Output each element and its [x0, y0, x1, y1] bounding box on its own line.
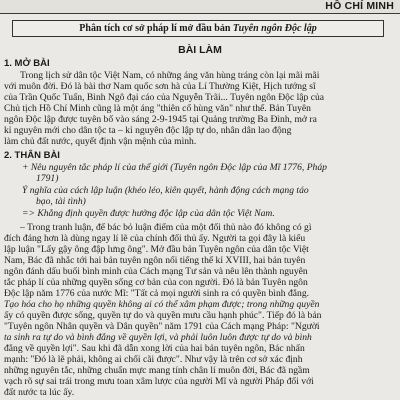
body-line: Tạo hóa cho họ những quyền không ai có thể xâm phạm được; trong những quyền — [4, 299, 320, 310]
mo-bai-line: ngôn Độc lập được tuyên bố vào sáng 2-9-1945 tại Quảng trường Ba Đình, mở ra — [4, 114, 317, 125]
body-line: vạch rõ sự sai trái trong mưu toan xâm lược của người Mĩ và người Pháp đối với — [4, 376, 314, 387]
body-line: đẳng về quyền lợi". Sau khi đã dẫn xong lời của hai bản tuyên ngôn, Bác nhấn — [4, 343, 305, 354]
mo-bai-line: Chủ tịch Hồ Chí Minh cũng là một áng "thiên cổ hùng văn" như thế. Bản Tuyên — [4, 103, 311, 114]
body-line: Độc lập năm 1776 của nước Mĩ: "Tất cả mọi người sinh ra có quyền bình đẳng. — [4, 288, 310, 299]
body-line: – Trong tranh luận, để bác bỏ luận điểm của một đối thủ nào đó không có gì — [20, 222, 312, 233]
body-line: Nam, Bác đã nhắc tới hai bản tuyên ngôn nổi tiếng thế kỉ XVIII, hai bản tuyên — [4, 255, 306, 266]
body-line: đích đáng hơn là dùng ngay lí lẽ của chính đối thủ ấy. Người ta gọi đây là kiểu — [4, 233, 306, 244]
body-line: tắc pháp lí của những quyền sống cơ bản của con người. Đó là bản Tuyên ngôn — [4, 277, 308, 288]
body-line: mạnh: "Đó là lẽ phải, không ai chối cãi được". Như vậy là trên cơ sở xác định — [4, 354, 303, 365]
body-line: những nguyên tắc, những chuẩn mực mang tính chân lí muôn đời, Bác đã ngầm — [4, 365, 310, 376]
body-line: ấy có quyền được sống, quyền tự do và quyền mưu cầu hạnh phúc". Tiếp đó là bản — [4, 310, 322, 321]
outline-line: bạo, tài tình) — [36, 196, 86, 207]
outline-line: + Nêu nguyên tắc pháp lí của thế giới (Tuyên ngôn Độc lập của Mĩ 1776, Pháp — [22, 162, 327, 173]
mo-bai-line: của Trần Quốc Tuấn, Bình Ngô đại cáo của Nguyễn Trãi... Tuyên ngôn Độc lập của — [4, 92, 325, 103]
body-line: "Tuyên ngôn Nhân quyền và Dân quyền" năm 1791 của Cách mạng Pháp: "Người — [4, 321, 320, 332]
running-head: HỒ CHÍ MINH — [325, 0, 394, 12]
mo-bai-line: Trong lịch sử dân tộc Việt Nam, có những áng văn hùng tráng còn lại mãi mãi — [20, 70, 320, 81]
body-line: ngôn đánh dấu buổi bình minh của Cách mạng Tư sản và nêu lên thành nguyên — [4, 266, 308, 277]
mo-bai-heading: 1. MỞ BÀI — [4, 58, 50, 69]
mo-bai-line: kỉ nguyên mới cho dân tộc ta – kỉ nguyên độc lập tự do, nhân dân lao động — [4, 125, 292, 136]
essay-title-box — [12, 20, 384, 37]
body-line: lập luận "Lấy gậy ông đập lưng ông". Mở đầu bản Tuyên ngôn của dân tộc Việt — [4, 244, 309, 255]
than-bai-heading: 2. THÂN BÀI — [4, 150, 60, 161]
mo-bai-line: với muôn đời. Đó là bài thơ Nam quốc sơn hà của Lí Thường Kiệt, Hịch tướng sĩ — [4, 81, 316, 92]
essay-title-prefix: Phân tích cơ sở pháp lí mở đầu bản — [79, 23, 233, 34]
essay-title-work: Tuyên ngôn Độc lập — [232, 23, 317, 34]
mo-bai-line: làm chủ đất nước, quyết định vận mệnh của mình. — [4, 136, 197, 147]
body-line: ta sinh ra tự do và bình đẳng về quyền lợi, và phải luôn luôn được tự do và bình — [4, 332, 312, 343]
outline-line: Ý nghĩa của cách lập luận (khéo léo, kiên quyết, hành động cách mạng táo — [22, 185, 309, 196]
body-line: đất nước ta lúc ấy. — [4, 387, 75, 398]
running-header-band — [0, 0, 400, 14]
section-title: BÀI LÀM — [178, 44, 222, 56]
outline-conclusion: => Khẳng định quyền được hưởng độc lập của dân tộc Việt Nam. — [22, 208, 275, 219]
outline-line: 1791) — [36, 173, 59, 184]
